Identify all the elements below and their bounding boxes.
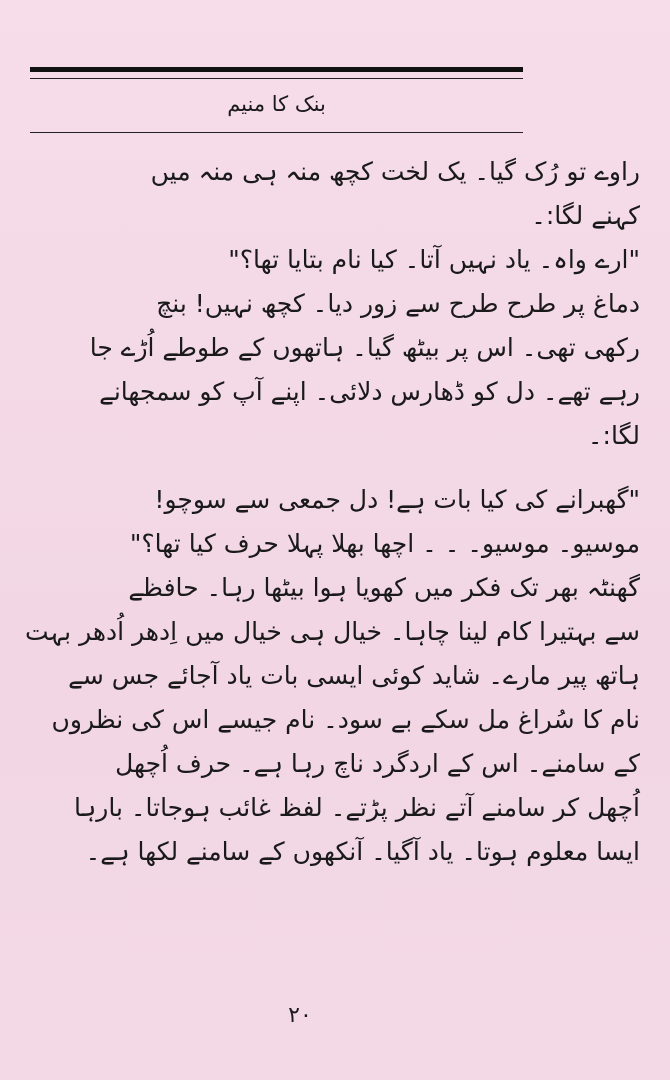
text-line: موسیو۔ موسیو۔ ۔ ۔ اچھا بھلا پہلا حرف کیا تھا؟" (129, 529, 640, 558)
text-line: دماغ پر طرح طرح سے زور دیا۔ کچھ نہیں! بنچ (156, 289, 640, 318)
text-line: اُچھل کر سامنے آتے نظر پڑتے۔ لفظ غائب ہوجاتا۔ بارہا (73, 793, 640, 822)
text-line: "گھبرانے کی کیا بات ہے! دل جمعی سے سوچو! (154, 485, 640, 514)
page-number: ۲۰ (288, 1003, 312, 1028)
text-line: کے سامنے۔ اس کے اردگرد ناچ رہا ہے۔ حرف اُچھل (115, 749, 640, 778)
header-rule-thin (30, 78, 523, 79)
body-text (24, 150, 640, 874)
text-line: ہاتھ پیر مارے۔ شاید کوئی ایسی بات یاد آجائے جس سے (68, 661, 640, 690)
text-line: ایسا معلوم ہوتا۔ یاد آگیا۔ آنکھوں کے سامنے لکھا ہے۔ (85, 837, 640, 866)
header-rule-thick (30, 67, 523, 72)
text-line: نام کا سُراغ مل سکے بے سود۔ نام جیسے اس کی نظروں (51, 705, 640, 734)
text-line: سے بہتیرا کام لینا چاہا۔ خیال ہی خیال میں اِدھر اُدھر بہت (24, 617, 640, 646)
text-line: کہنے لگا:۔ (531, 201, 640, 230)
text-line: گھنٹہ بھر تک فکر میں کھویا ہوا بیٹھا رہا۔ حافظے (128, 573, 640, 602)
running-header: بنک کا منیم (227, 92, 326, 116)
text-line: رکھی تھی۔ اس پر بیٹھ گیا۔ ہاتھوں کے طوطے اُڑے جا (89, 333, 640, 362)
header-rule-bottom (30, 132, 523, 133)
text-line: رہے تھے۔ دل کو ڈھارس دلائی۔ اپنے آپ کو سمجھانے (99, 377, 640, 406)
text-line: "ارے واہ۔ یاد نہیں آتا۔ کیا نام بتایا تھا؟" (228, 245, 640, 274)
text-line: لگا:۔ (587, 421, 640, 450)
text-line: راوے تو رُک گیا۔ یک لخت کچھ منہ ہی منہ میں (150, 157, 640, 186)
